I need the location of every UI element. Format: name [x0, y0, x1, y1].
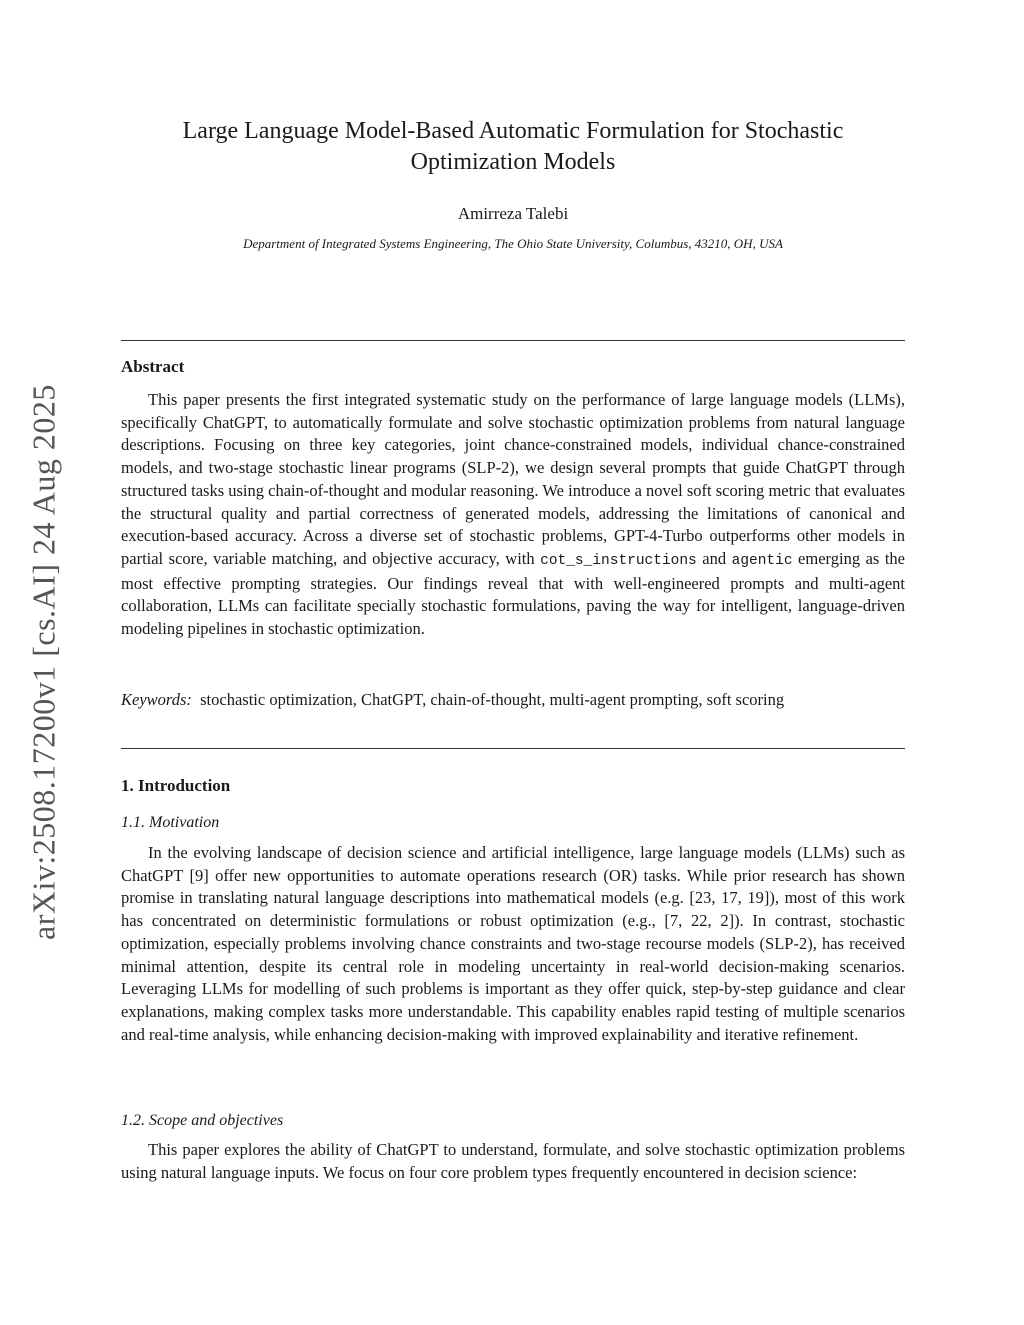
author-name: Amirreza Talebi — [457, 204, 569, 223]
subsection-motivation-heading: 1.1. Motivation — [121, 814, 220, 831]
code-cot-s-instructions: cot_s_instructions — [540, 552, 697, 569]
abstract-heading: Abstract — [121, 357, 185, 376]
scope-paragraph: This paper explores the ability of ChatGPT to understand, formulate, and solve stochastic optimization problems using natural language inputs. We focus on four core problem types frequently encountered in decision science: — [121, 1140, 905, 1182]
abstract-text-part-3: emerging as the most effective prompting strategies. Our findings reveal that with well-engineered prompts and multi-agent collaboration, LLMs can facilitate specially stochastic formulations, paving the way for intelligent, language-driven modeling pipelines in stochastic optimization. — [121, 548, 905, 639]
abstract-top-rule — [121, 340, 905, 341]
keywords-label: Keywords: — [121, 690, 192, 709]
abstract-text-part-2: and — [696, 548, 732, 568]
code-agentic: agentic — [731, 552, 793, 569]
abstract-text — [121, 389, 905, 641]
arxiv-identifier: arXiv:2508.17200v1 [cs.AI] 24 Aug 2025 — [25, 384, 62, 940]
abstract-bottom-rule — [121, 748, 905, 749]
subsection-scope-heading: 1.2. Scope and objectives — [121, 1112, 284, 1129]
abstract-text-part-1: This paper presents the first integrated systematic study on the performance of large language models (LLMs), specifically ChatGPT, to automatically formulate and solve stochastic optimization problems from natural language descriptions. Focusing on three key categories, joint chance-constrained models, individual chance-constrained models, and two-stage stochastic linear programs (SLP-2), we design several prompts that guide ChatGPT through structured tasks using chain-of-thought and modular reasoning. We introduce a novel soft scoring metric that evaluates the structural quality and partial correctness of generated models, addressing the limitations of canonical and execution-based accuracy. Across a diverse set of stochastic problems, GPT-4-Turbo outperforms other models in partial score, variable matching, and objective accuracy, with — [121, 390, 905, 568]
section-introduction-heading: 1. Introduction — [121, 776, 231, 795]
keywords-list: stochastic optimization, ChatGPT, chain-of-thought, multi-agent prompting, soft scoring — [200, 690, 785, 709]
motivation-paragraph: In the evolving landscape of decision science and artificial intelligence, large language models (LLMs) such as ChatGPT [9] offer new opportunities to automate operations research (OR) tasks. While prior research has shown promise in translating natural language descriptions into mathematical models (e.g. [23, 17, 19]), most of this work has concentrated on deterministic formulations or robust optimization (e.g., [7, 22, 2]). In contrast, stochastic optimization, especially problems involving chance constraints and two-stage recourse models (SLP-2), has received minimal attention, despite its central role in modeling uncertainty in real-world decision-making scenarios. Leveraging LLMs for modelling of such problems is important as they offer quick, step-by-step guidance and clear explanations, making complex tasks more understandable. This capability enables rapid testing of multiple scenarios and real-time analysis, while enhancing decision-making with improved explainability and iterative refinement. — [121, 843, 905, 1044]
keywords-line — [121, 689, 905, 712]
paper-title: Large Language Model-Based Automatic Formulation for Stochastic Optimization Models — [182, 118, 844, 175]
author-affiliation: Department of Integrated Systems Engineering, The Ohio State University, Columbus, 43210, OH, USA — [243, 236, 783, 251]
